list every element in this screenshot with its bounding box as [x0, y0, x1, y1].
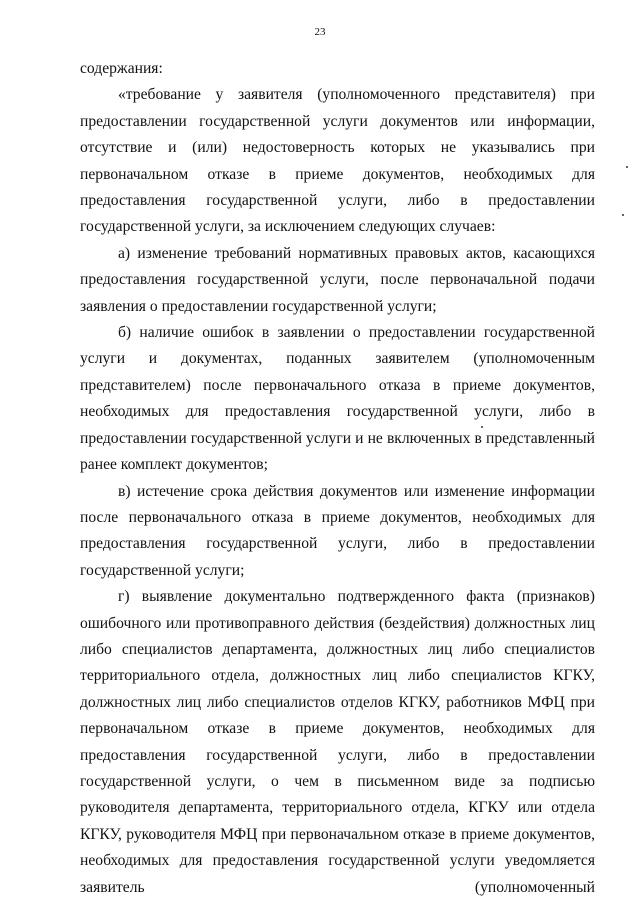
scan-speck: [626, 166, 628, 168]
paragraph-item-b: б) наличие ошибок в заявлении о предоставлении государственной услуги и документах, поданных заявителем (уполномоченным представителем) после первоначального отказа в приеме документов, необходимых для предоставления государственной услуги, либо в предоставлении государственной услуги и не включенных в представленный ранее комплект документов;: [80, 324, 595, 474]
body-text: [80, 56, 595, 901]
paragraph-intro: содержания:: [80, 60, 163, 77]
paragraph-requirement: «требование у заявителя (уполномоченного представителя) при предоставлении государственной услуги документов или информации, отсутствие и (или) недостоверность которых не указывались при первоначальном отказе в приеме документов, необходимых для предоставления государственной услуги, либо в предоставлении государственной услуги, за исключением следующих случаев:: [80, 86, 595, 236]
paragraph-item-g: г) выявление документально подтвержденного факта (признаков) ошибочного или противоправного действия (бездействия) должностных лиц либо специалистов департамента, должностных лиц либо специалистов территориального отдела, должностных лиц либо специалистов КГКУ, должностных лиц либо специалистов отделов КГКУ, работников МФЦ при первоначальном отказе в приеме документов, необходимых для предоставления государственной услуги, либо в предоставлении государственной услуги, о чем в письменном виде за подписью руководителя департамента, территориального отдела, КГКУ или отдела КГКУ, руководителя МФЦ при первоначальном отказе в приеме документов, необходимых для предоставления государственной услуги уведомляется заявитель (уполномоченный: [80, 588, 595, 896]
page-number: 23: [314, 26, 326, 38]
scan-speck: [622, 214, 624, 216]
paragraph-item-a: а) изменение требований нормативных правовых актов, касающихся предоставления государственной услуги, после первоначальной подачи заявления о предоставлении государственной услуги;: [80, 244, 595, 315]
scan-speck: [481, 426, 483, 428]
paragraph-item-v: в) истечение срока действия документов или изменение информации после первоначального отказа в приеме документов, необходимых для предоставления государственной услуги, либо в предоставлении государственной услуги;: [80, 482, 595, 579]
